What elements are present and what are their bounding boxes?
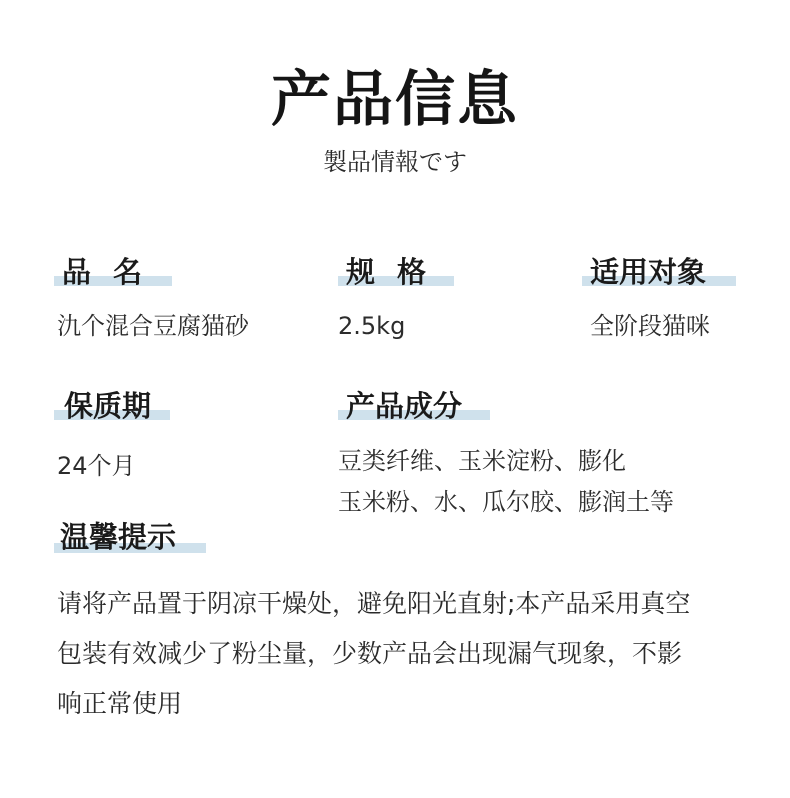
spec-label: 规格 xyxy=(346,255,449,289)
shelf-life-label: 保质期 xyxy=(64,389,152,423)
target-value: 全阶段猫咪 xyxy=(590,312,710,340)
tips-line-2: 包装有效减少了粉尘量，少数产品会出现漏气现象，不影 xyxy=(57,639,683,668)
spec-value: 2.5kg xyxy=(338,312,406,340)
tips-label: 温馨提示 xyxy=(60,520,177,554)
ingredients-line-1: 豆类纤维、玉米淀粉、膨化 xyxy=(338,447,626,475)
name-value: 氿个混合豆腐猫砂 xyxy=(57,312,249,340)
tips-line-1: 请将产品置于阴凉干燥处，避免阳光直射;本产品采用真空 xyxy=(57,589,691,618)
name-label: 品名 xyxy=(62,255,165,289)
target-label: 适用对象 xyxy=(590,255,707,289)
page-subtitle: 製品情報です xyxy=(323,148,467,176)
shelf-life-value: 24个月 xyxy=(57,452,136,480)
ingredients-line-2: 玉米粉、水、瓜尔胶、膨润土等 xyxy=(338,488,674,516)
ingredients-label: 产品成分 xyxy=(346,389,463,423)
tips-text xyxy=(57,579,757,729)
page-title: 产品信息 xyxy=(271,65,519,135)
tips-line-3: 响正常使用 xyxy=(57,689,183,718)
